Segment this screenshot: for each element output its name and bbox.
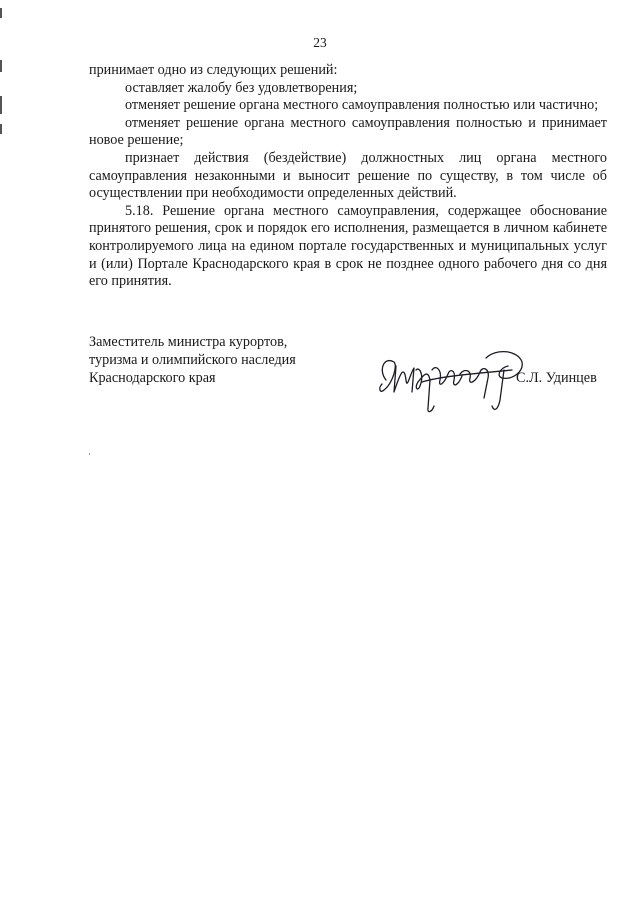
document-body	[89, 62, 607, 291]
signatory-name: С.Л. Удинцев	[516, 370, 597, 386]
signatory-title-line: Заместитель министра курортов,	[89, 334, 288, 350]
paragraph-option-dismiss: оставляет жалобу без удовлетворения;	[125, 79, 358, 96]
signatory-title-line: туризма и олимпийского наследия	[89, 352, 296, 368]
scan-edge-marks	[0, 0, 3, 140]
signatory-title-line: Краснодарского края	[89, 370, 216, 386]
paragraph-intro: принимает одно из следующих решений:	[89, 62, 338, 78]
paragraph-option-cancel: отменяет решение органа местного самоуправления полностью или частично;	[125, 97, 599, 114]
paragraph-option-unlawful: признает действия (бездействие) должностных лиц органа местного самоуправления незаконными и выносит решение по существу, в том числе об осуществлении при необходимости определенных действий.	[89, 149, 607, 202]
paragraph-option-cancel-new: отменяет решение органа местного самоуправления полностью и принимает новое решение;	[89, 114, 607, 149]
page-number: 23	[313, 35, 327, 50]
handwritten-signature-icon	[372, 340, 557, 420]
paragraph-clause-5-18: 5.18. Решение органа местного самоуправления, содержащее обоснование принятого решения, срок и порядок его исполнения, размещается в личном кабинете контролируемого лица на едином портале государственных и муниципальных услуг и (или) Портале Краснодарского края в срок не позднее одного рабочего дня со дня его принятия.	[89, 202, 607, 290]
scan-artifact	[89, 453, 90, 455]
